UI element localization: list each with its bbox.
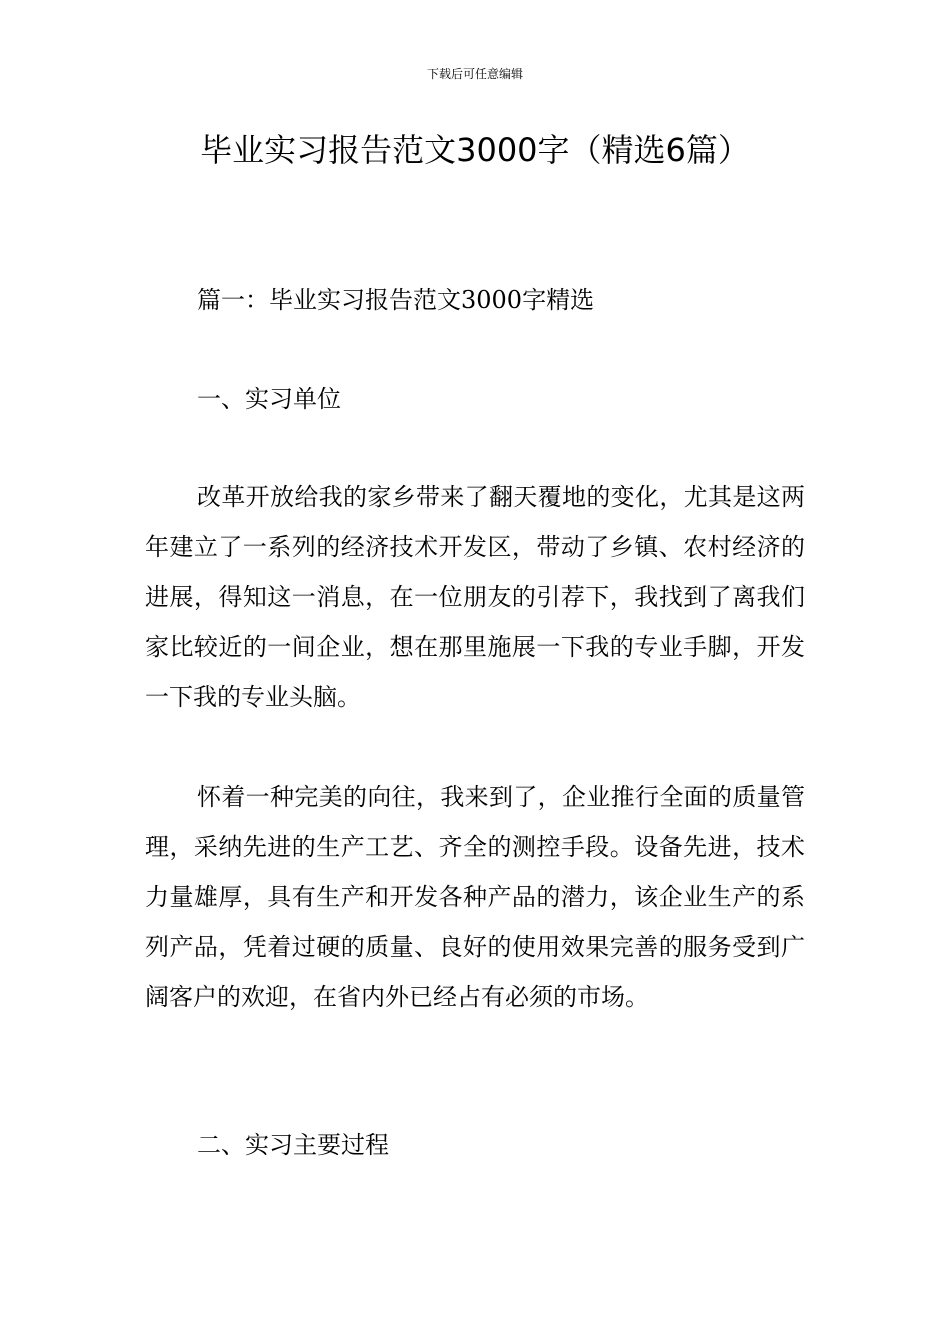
paragraph-company-introduction: 怀着一种完美的向往，我来到了，企业推行全面的质量管理，采纳先进的生产工艺、齐全的测控手段。设备先进，技术力量雄厚，具有生产和开发各种产品的潜力，该企业生产的系列产品，凭着过硬的质量、良好的使用效果完善的服务受到广阔客户的欢迎，在省内外已经占有必须的市场。 xyxy=(145,783,805,1011)
section-title: 篇一：毕业实习报告范文3000字精选 xyxy=(197,286,595,314)
heading-internship-unit: 一、实习单位 xyxy=(197,385,341,413)
heading-internship-process: 二、实习主要过程 xyxy=(197,1131,389,1159)
header-note: 下载后可任意编辑 xyxy=(426,67,523,81)
paragraph-hometown-development: 改革开放给我的家乡带来了翻天覆地的变化，尤其是这两年建立了一系列的经济技术开发区，带动了乡镇、农村经济的进展，得知这一消息，在一位朋友的引荐下，我找到了离我们家比较近的一间企业，想在那里施展一下我的专业手脚，开发一下我的专业头脑。 xyxy=(145,483,805,711)
document-title: 毕业实习报告范文3000字（精选6篇） xyxy=(200,131,750,169)
